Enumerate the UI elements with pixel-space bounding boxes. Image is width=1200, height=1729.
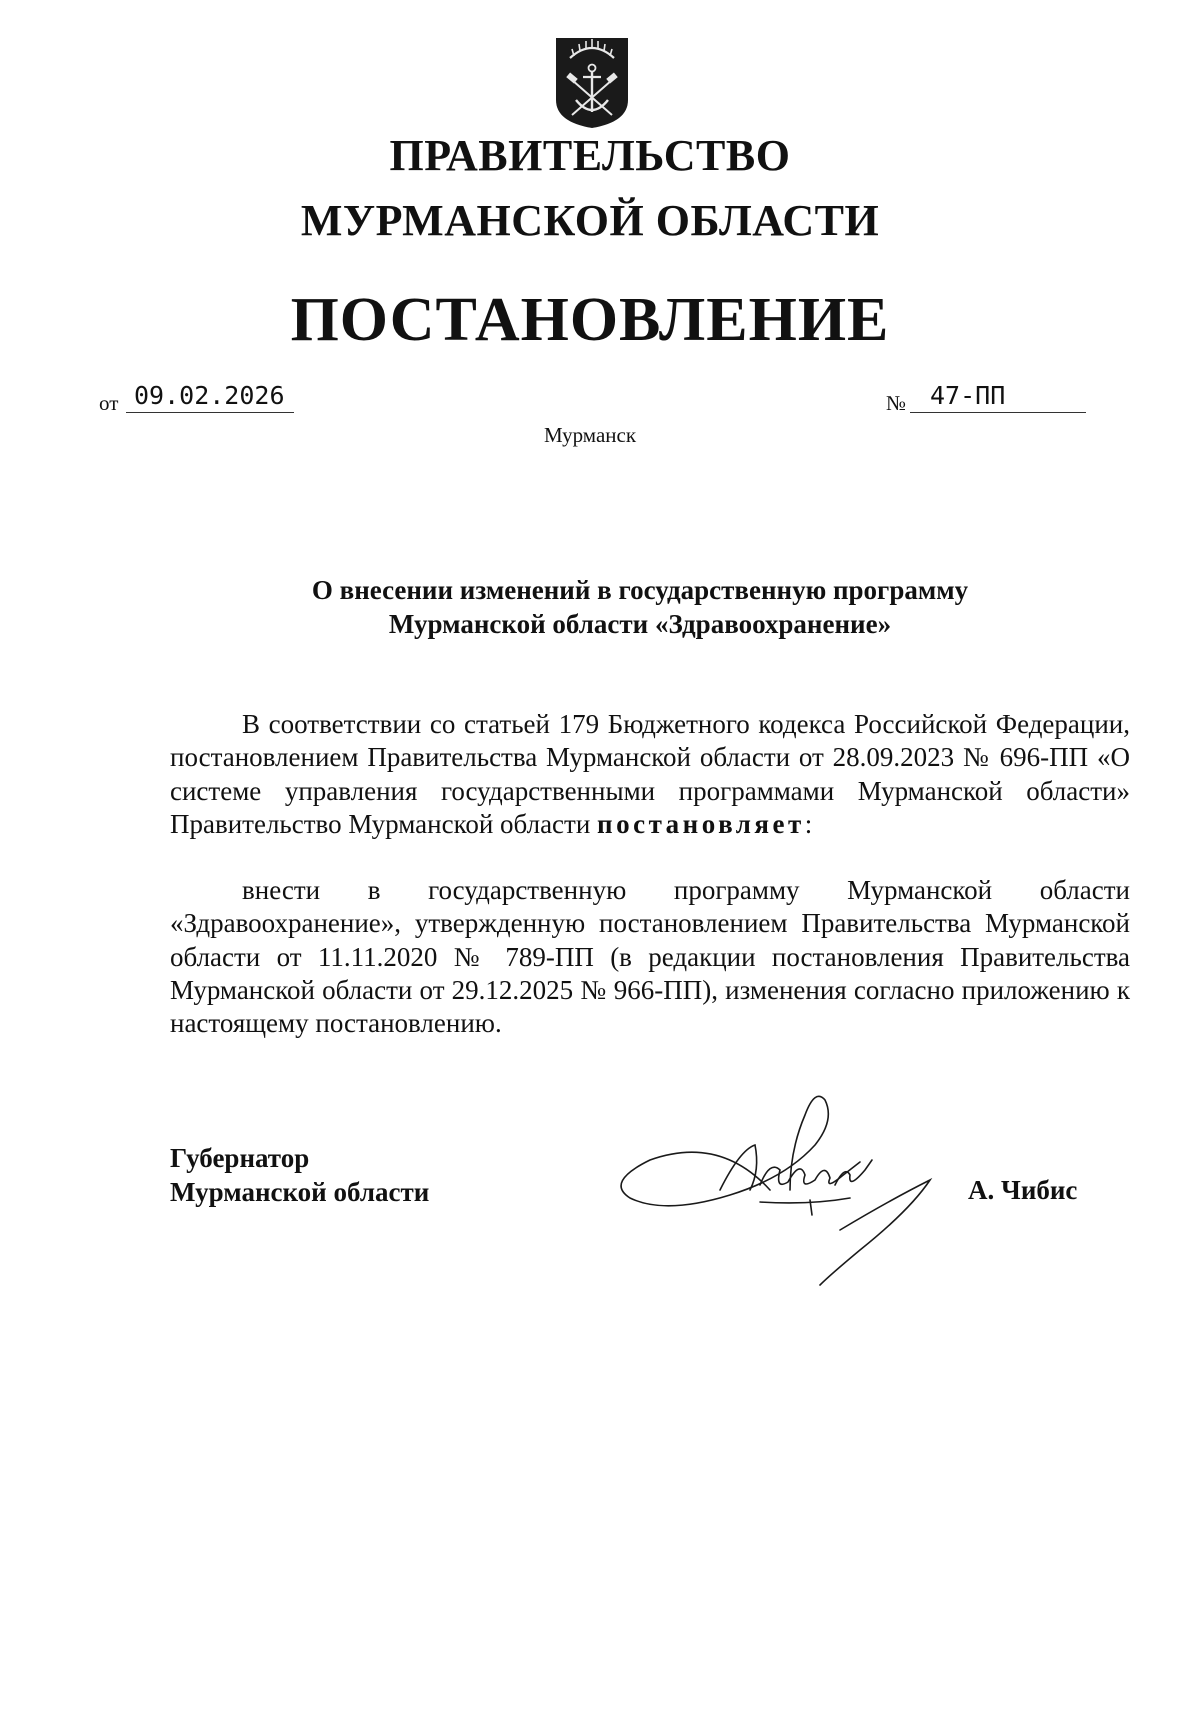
body-paragraph-2: внести в государственную программу Мурманской области «Здравоохранение», утвержденную постановлением Правительства Мурманской области от 11.11.2020 № 789-ПП (в редакции постановления Правительства Мурманской области от 29.12.2025 № 966-ПП), изменения согласно приложению к настоящему постановлению. [170, 875, 1130, 1039]
organization-name-line-1: ПРАВИТЕЛЬСТВО [389, 131, 791, 180]
resolves-word: постановляет [597, 808, 805, 839]
signatory-position-line-1: Губернатор [170, 1143, 310, 1173]
organization-name-line-2: МУРМАНСКОЙ ОБЛАСТИ [300, 196, 880, 245]
issuing-city: Мурманск [543, 423, 637, 447]
document-type-heading: ПОСТАНОВЛЕНИЕ [290, 286, 890, 354]
document-number-field: 47-ПП [910, 381, 1086, 413]
coat-of-arms-icon [552, 30, 632, 130]
date-prefix-label: от [99, 391, 119, 415]
document-date-field: 09.02.2026 [126, 381, 294, 413]
signatory-name: А. Чибис [968, 1175, 1078, 1205]
resolves-colon: : [804, 808, 813, 839]
document-title-line-2: Мурманской области «Здравоохранение» [388, 609, 892, 639]
body-paragraph-1 [170, 708, 1130, 841]
document-title-line-1: О внесении изменений в государственную программу [311, 575, 969, 605]
number-prefix-label: № [886, 391, 907, 415]
handwritten-signature-icon [610, 1090, 940, 1300]
signatory-position-line-2: Мурманской области [170, 1177, 430, 1207]
signatory-position [170, 1141, 429, 1209]
document-title [200, 573, 1080, 641]
body-paragraph-1-text: В соответствии со статьей 179 Бюджетного кодекса Российской Федерации, постановлением Правительства Мурманской области от 28.09.2023 № 696-ПП «О системе управления государственными программами Мурманской области» Правительство Мурманской области [170, 709, 1130, 839]
